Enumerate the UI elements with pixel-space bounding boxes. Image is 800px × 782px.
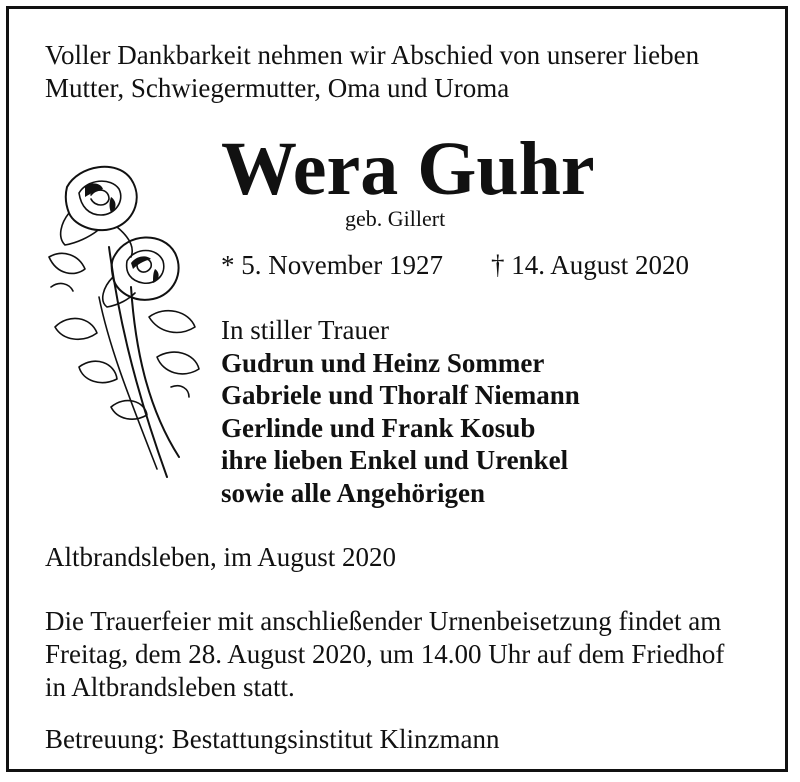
funeral-home: Betreuung: Bestattungsinstitut Klinzmann bbox=[45, 724, 500, 754]
birth-date: * 5. November 1927 bbox=[221, 250, 443, 280]
mourner-name: sowie alle Angehörigen bbox=[221, 477, 485, 508]
mourners-block bbox=[221, 314, 580, 509]
maiden-name: geb. Gillert bbox=[345, 206, 446, 231]
service-line-3: in Altbrandsleben statt. bbox=[45, 672, 295, 702]
intro-line-2: Mutter, Schwiegermutter, Oma und Uroma bbox=[45, 73, 510, 103]
service-line-1: Die Trauerfeier mit anschließender Urnenbeisetzung findet am bbox=[45, 606, 722, 636]
deceased-name: Wera Guhr bbox=[221, 127, 595, 211]
mourners-intro: In stiller Trauer bbox=[221, 315, 389, 345]
mourner-name: Gabriele und Thoralf Niemann bbox=[221, 380, 580, 410]
mourner-name: ihre lieben Enkel und Urenkel bbox=[221, 445, 569, 475]
intro-line-1: Voller Dankbarkeit nehmen wir Abschied von unserer lieben bbox=[45, 40, 700, 70]
roses-illustration bbox=[39, 157, 209, 487]
mourner-name: Gudrun und Heinz Sommer bbox=[221, 347, 545, 378]
obituary-frame bbox=[6, 6, 788, 772]
death-date: † 14. August 2020 bbox=[491, 250, 690, 280]
mourner-name: Gerlinde und Frank Kosub bbox=[221, 412, 536, 443]
intro-text bbox=[45, 39, 699, 105]
place-date: Altbrandsleben, im August 2020 bbox=[45, 542, 396, 572]
service-info bbox=[45, 605, 724, 704]
service-line-2: Freitag, dem 28. August 2020, um 14.00 Uhr auf dem Friedhof bbox=[45, 639, 725, 669]
